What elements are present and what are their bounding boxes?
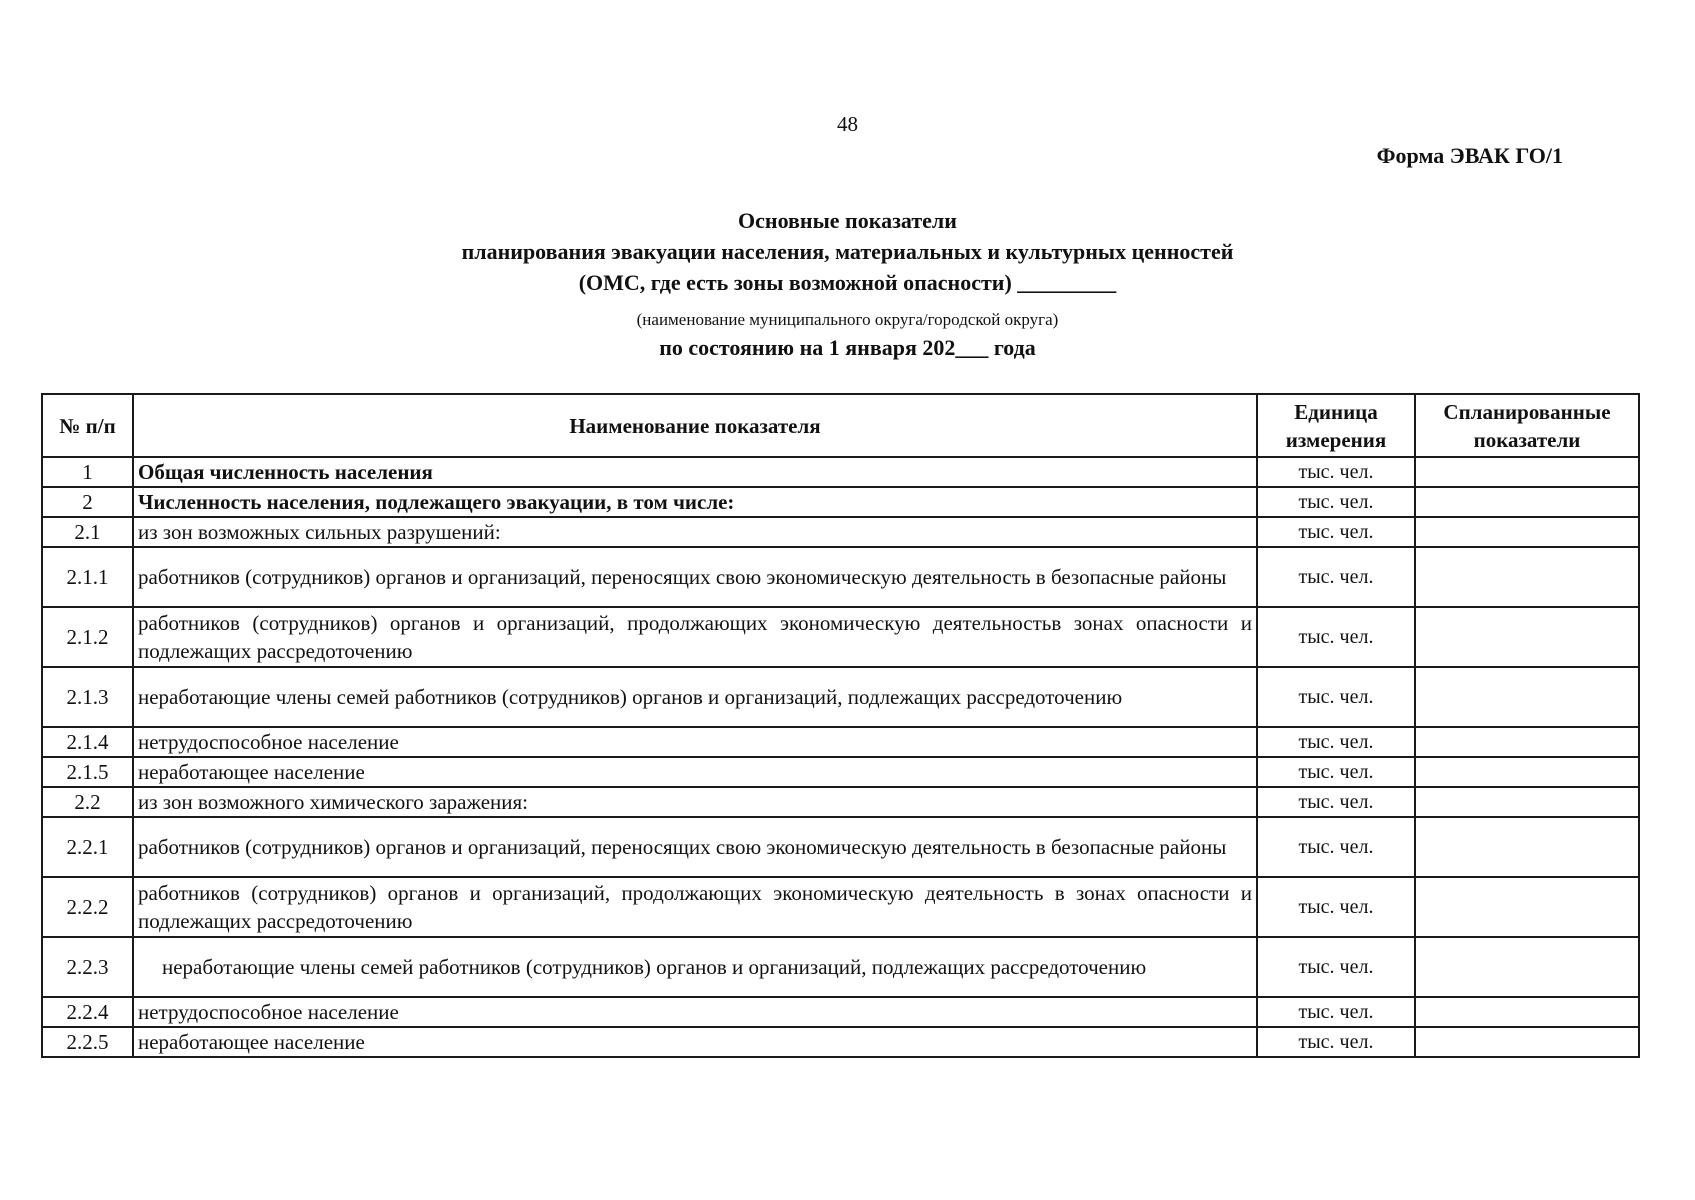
row-unit: тыс. чел. xyxy=(1257,487,1415,517)
row-planned-cell[interactable] xyxy=(1415,787,1639,817)
row-unit: тыс. чел. xyxy=(1257,457,1415,487)
title-date-line: по состоянию на 1 января 202___ года xyxy=(659,335,1036,360)
header-num: № п/п xyxy=(42,394,133,457)
title-line-1: Основные показатели xyxy=(738,208,957,233)
table-row xyxy=(42,817,1639,877)
row-name: работников (сотрудников) органов и организаций, переносящих свою экономическую деятельность в безопасные районы xyxy=(133,547,1257,607)
row-unit: тыс. чел. xyxy=(1257,877,1415,937)
row-num: 2.2.5 xyxy=(42,1027,133,1057)
row-unit: тыс. чел. xyxy=(1257,817,1415,877)
row-name: Численность населения, подлежащего эвакуации, в том числе: xyxy=(133,487,1257,517)
table-row xyxy=(42,877,1639,937)
row-unit: тыс. чел. xyxy=(1257,757,1415,787)
row-num: 2.1.3 xyxy=(42,667,133,727)
row-num: 2.1.1 xyxy=(42,547,133,607)
table-row xyxy=(42,727,1639,757)
row-name: работников (сотрудников) органов и организаций, продолжающих экономическую деятельностьв зонах опасности и подлежащих рассредоточению xyxy=(133,607,1257,667)
table-row xyxy=(42,487,1639,517)
row-num: 2.2 xyxy=(42,787,133,817)
table-row xyxy=(42,1027,1639,1057)
row-unit: тыс. чел. xyxy=(1257,937,1415,997)
row-name: неработающие члены семей работников (сотрудников) органов и организаций, подлежащих рассредоточению xyxy=(162,955,1147,979)
row-planned-cell[interactable] xyxy=(1415,487,1639,517)
title-caption: (наименование муниципального округа/городской округа) xyxy=(636,310,1059,329)
row-name: нетрудоспособное население xyxy=(133,997,1257,1027)
row-num: 2.1.5 xyxy=(42,757,133,787)
row-unit: тыс. чел. xyxy=(1257,517,1415,547)
row-planned-cell[interactable] xyxy=(1415,517,1639,547)
row-name: из зон возможных сильных разрушений: xyxy=(133,517,1257,547)
row-num: 2.1.4 xyxy=(42,727,133,757)
table-row xyxy=(42,997,1639,1027)
header-name: Наименование показателя xyxy=(133,394,1257,457)
row-unit: тыс. чел. xyxy=(1257,727,1415,757)
row-num: 2.2.3 xyxy=(42,937,133,997)
row-num: 2.2.4 xyxy=(42,997,133,1027)
header-unit: Единица измерения xyxy=(1257,394,1415,457)
page-number: 48 xyxy=(837,112,858,136)
title-line-3: (ОМС, где есть зоны возможной опасности) _________ xyxy=(578,270,1117,295)
header-planned: Спланированные показатели xyxy=(1415,394,1639,457)
row-name: Общая численность населения xyxy=(133,457,1257,487)
document-title-block xyxy=(0,205,1695,362)
row-name-container xyxy=(133,937,1257,997)
row-planned-cell[interactable] xyxy=(1415,937,1639,997)
row-num: 2.2.2 xyxy=(42,877,133,937)
table-row xyxy=(42,547,1639,607)
row-name: неработающее население xyxy=(133,757,1257,787)
row-planned-cell[interactable] xyxy=(1415,457,1639,487)
row-name: неработающие члены семей работников (сотрудников) органов и организаций, подлежащих рассредоточению xyxy=(133,667,1257,727)
row-planned-cell[interactable] xyxy=(1415,997,1639,1027)
row-unit: тыс. чел. xyxy=(1257,547,1415,607)
row-planned-cell[interactable] xyxy=(1415,877,1639,937)
row-planned-cell[interactable] xyxy=(1415,1027,1639,1057)
table-row xyxy=(42,787,1639,817)
row-planned-cell[interactable] xyxy=(1415,817,1639,877)
row-unit: тыс. чел. xyxy=(1257,1027,1415,1057)
row-name: из зон возможного химического заражения: xyxy=(133,787,1257,817)
row-name: неработающее население xyxy=(133,1027,1257,1057)
row-planned-cell[interactable] xyxy=(1415,607,1639,667)
row-name: работников (сотрудников) органов и организаций, переносящих свою экономическую деятельность в безопасные районы xyxy=(133,817,1257,877)
row-planned-cell[interactable] xyxy=(1415,667,1639,727)
table-row xyxy=(42,757,1639,787)
table-row xyxy=(42,667,1639,727)
table-row xyxy=(42,457,1639,487)
row-planned-cell[interactable] xyxy=(1415,547,1639,607)
row-num: 1 xyxy=(42,457,133,487)
row-num: 2.1 xyxy=(42,517,133,547)
row-num: 2.1.2 xyxy=(42,607,133,667)
indicators-table xyxy=(41,393,1640,1058)
form-label: Форма ЭВАК ГО/1 xyxy=(1376,143,1563,168)
row-num: 2.2.1 xyxy=(42,817,133,877)
title-line-2: планирования эвакуации населения, материальных и культурных ценностей xyxy=(461,239,1234,264)
row-unit: тыс. чел. xyxy=(1257,787,1415,817)
table-row xyxy=(42,607,1639,667)
table-header-row xyxy=(42,394,1639,457)
row-planned-cell[interactable] xyxy=(1415,757,1639,787)
row-num: 2 xyxy=(42,487,133,517)
row-unit: тыс. чел. xyxy=(1257,607,1415,667)
table-row xyxy=(42,517,1639,547)
table-row xyxy=(42,937,1639,997)
row-unit: тыс. чел. xyxy=(1257,997,1415,1027)
row-name: нетрудоспособное население xyxy=(133,727,1257,757)
row-name: работников (сотрудников) органов и организаций, продолжающих экономическую деятельность в зонах опасности и подлежащих рассредоточению xyxy=(133,877,1257,937)
row-planned-cell[interactable] xyxy=(1415,727,1639,757)
row-unit: тыс. чел. xyxy=(1257,667,1415,727)
